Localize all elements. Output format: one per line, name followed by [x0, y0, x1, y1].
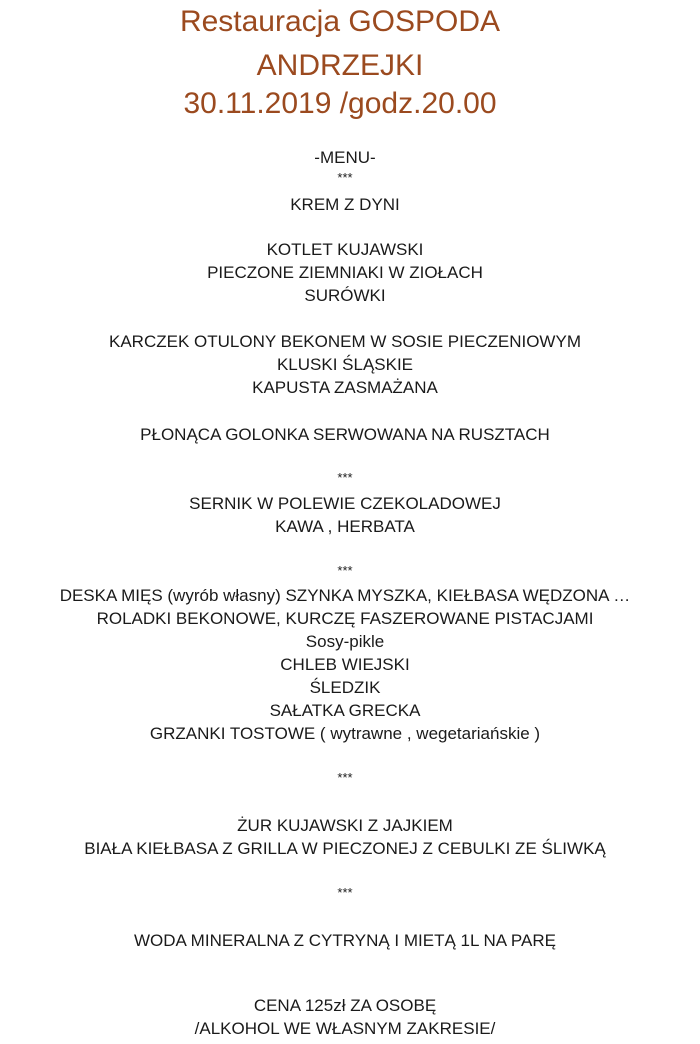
menu-item: BIAŁA KIEŁBASA Z GRILLA W PIECZONEJ Z CEBULKI ZE ŚLIWKĄ	[84, 839, 606, 858]
separator: ***	[337, 470, 353, 485]
menu-item: GRZANKI TOSTOWE ( wytrawne , wegetariańskie )	[149, 724, 541, 743]
menu-item: KAWA , HERBATA	[275, 517, 415, 536]
alcohol-note: /ALKOHOL WE WŁASNYM ZAKRESIE/	[194, 1019, 496, 1038]
menu-item: ŻUR KUJAWSKI Z JAJKIEM	[237, 816, 453, 835]
menu-item: KREM Z DYNI	[290, 195, 400, 214]
menu-item: SURÓWKI	[304, 286, 386, 305]
event-date-time: 30.11.2019 /godz.20.00	[183, 87, 497, 120]
menu-item: SAŁATKA GRECKA	[269, 701, 421, 720]
menu-item: SERNIK W POLEWIE CZEKOLADOWEJ	[189, 494, 501, 513]
menu-item: Sosy-pikle	[305, 632, 385, 651]
menu-item: KLUSKI ŚLĄSKIE	[276, 355, 414, 374]
menu-item: KAPUSTA ZASMAŻANA	[252, 378, 438, 397]
menu-item: PIECZONE ZIEMNIAKI W ZIOŁACH	[207, 263, 483, 282]
event-title: ANDRZEJKI	[256, 49, 424, 82]
restaurant-title: Restauracja GOSPODA	[179, 5, 501, 38]
menu-item: DESKA MIĘS (wyrób własny) SZYNKA MYSZKA, KIEŁBASA WĘDZONA …	[59, 586, 631, 605]
separator: ***	[337, 885, 353, 900]
menu-item: ROLADKI BEKONOWE, KURCZĘ FASZEROWANE PISTACJAMI	[96, 609, 594, 628]
menu-item: KOTLET KUJAWSKI	[266, 240, 424, 259]
menu-item: CHLEB WIEJSKI	[280, 655, 410, 674]
separator: ***	[337, 563, 353, 578]
menu-item: KARCZEK OTULONY BEKONEM W SOSIE PIECZENIOWYM	[109, 332, 581, 351]
menu-item: PŁONĄCA GOLONKA SERWOWANA NA RUSZTACH	[140, 425, 550, 444]
menu-item: ŚLEDZIK	[309, 678, 381, 697]
menu-heading: -MENU-	[314, 148, 376, 167]
price-line: CENA 125zł ZA OSOBĘ	[253, 996, 437, 1015]
menu-item: WODA MINERALNA Z CYTRYNĄ I MIETĄ 1L NA PARĘ	[134, 931, 556, 950]
separator: ***	[337, 770, 353, 785]
separator: ***	[337, 170, 353, 185]
